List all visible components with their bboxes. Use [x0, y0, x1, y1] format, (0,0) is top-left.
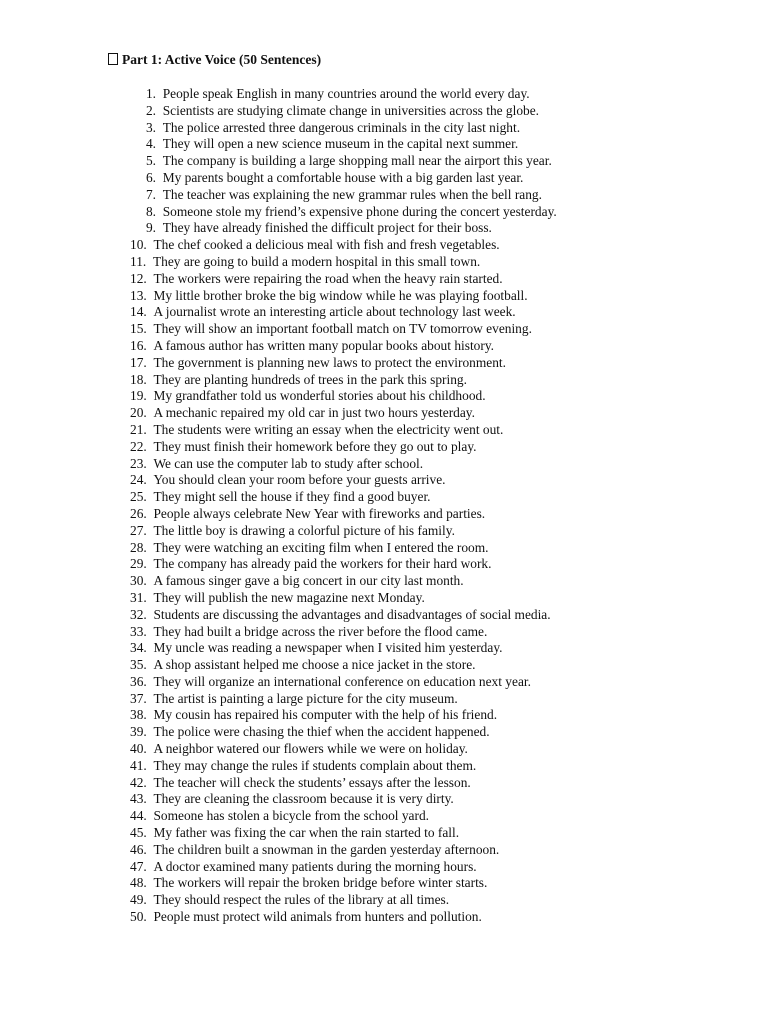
list-item-number: 24. [130, 472, 147, 488]
list-item-number: 34. [130, 640, 147, 656]
missing-glyph-box-icon [108, 53, 118, 65]
list-item-text: They have already finished the difficult project for their boss. [162, 220, 492, 236]
list-item [130, 472, 557, 489]
list-item-text: They will open a new science museum in the capital next summer. [162, 136, 519, 152]
list-item [130, 506, 557, 523]
list-item-text: A famous singer gave a big concert in our city last month. [153, 573, 464, 589]
list-item [130, 875, 557, 892]
list-item [130, 674, 557, 691]
list-item-number: 27. [130, 522, 147, 538]
list-item-text: My cousin has repaired his computer with the help of his friend. [153, 707, 498, 723]
section-heading-text: Part 1: Active Voice (50 Sentences) [122, 52, 322, 67]
list-item-number: 22. [130, 438, 147, 454]
list-item-number: 16. [130, 337, 147, 353]
list-item [130, 321, 557, 338]
list-item [130, 859, 557, 876]
list-item [130, 808, 557, 825]
list-item [130, 288, 557, 305]
list-item-text: They might sell the house if they find a good buyer. [153, 489, 431, 505]
list-item [130, 271, 557, 288]
list-item-text: Someone stole my friend’s expensive phone during the concert yesterday. [162, 203, 557, 219]
list-item-text: The government is planning new laws to protect the environment. [153, 354, 506, 370]
list-item [130, 758, 557, 775]
list-item-text: A famous author has written many popular books about history. [153, 337, 494, 353]
list-item-number: 7. [145, 186, 156, 202]
list-item-number: 9. [145, 220, 156, 236]
list-item-number: 29. [130, 556, 147, 572]
list-item-number: 20. [130, 405, 147, 421]
list-item-text: They may change the rules if students complain about them. [153, 757, 477, 773]
list-item [130, 405, 557, 422]
list-item-number: 12. [130, 270, 147, 286]
list-item-text: My grandfather told us wonderful stories about his childhood. [153, 388, 486, 404]
list-item [130, 237, 557, 254]
list-item [130, 388, 557, 405]
list-item [130, 540, 557, 557]
list-item [130, 556, 557, 573]
list-item-text: The company is building a large shopping mall near the airport this year. [162, 153, 552, 169]
list-item-text: They must finish their homework before they go out to play. [153, 438, 477, 454]
list-item-number: 35. [130, 657, 147, 673]
list-item-text: The police arrested three dangerous criminals in the city last night. [162, 119, 521, 135]
list-item [130, 775, 557, 792]
list-item-text: People always celebrate New Year with fireworks and parties. [153, 505, 486, 521]
list-item [130, 439, 557, 456]
list-item-text: They will show an important football match on TV tomorrow evening. [153, 321, 532, 337]
list-item-text: The students were writing an essay when the electricity went out. [153, 421, 504, 437]
list-item [130, 170, 557, 187]
list-item [130, 338, 557, 355]
list-item-number: 45. [130, 825, 147, 841]
list-item-text: They had built a bridge across the river before the flood came. [153, 623, 488, 639]
list-item-text: People speak English in many countries around the world every day. [162, 86, 530, 101]
list-item-text: A shop assistant helped me choose a nice jacket in the store. [153, 657, 476, 673]
list-item-number: 28. [130, 539, 147, 555]
list-item-number: 38. [130, 707, 147, 723]
list-item [130, 707, 557, 724]
list-item-text: Students are discussing the advantages and disadvantages of social media. [153, 606, 551, 622]
list-item [130, 136, 557, 153]
list-item-number: 30. [130, 573, 147, 589]
list-item-text: The teacher will check the students’ essays after the lesson. [153, 774, 471, 790]
list-item [130, 909, 557, 926]
list-item [130, 355, 557, 372]
list-item-text: Someone has stolen a bicycle from the school yard. [153, 808, 430, 824]
list-item [130, 724, 557, 741]
list-item-number: 31. [130, 589, 147, 605]
list-item-number: 26. [130, 505, 147, 521]
list-item [130, 254, 557, 271]
list-item-number: 41. [130, 757, 147, 773]
list-item-text: Scientists are studying climate change in universities across the globe. [162, 102, 540, 118]
list-item-number: 36. [130, 673, 147, 689]
list-item [130, 456, 557, 473]
list-item [130, 220, 557, 237]
list-item-text: The chef cooked a delicious meal with fish and fresh vegetables. [153, 237, 500, 253]
list-item-number: 47. [130, 858, 147, 874]
list-item [130, 120, 557, 137]
list-item [130, 791, 557, 808]
list-item-number: 1. [145, 86, 156, 101]
list-item-number: 33. [130, 623, 147, 639]
list-item-text: They are planting hundreds of trees in the park this spring. [153, 371, 467, 387]
list-item-number: 37. [130, 690, 147, 706]
list-item-text: A doctor examined many patients during the morning hours. [153, 858, 477, 874]
list-item [130, 640, 557, 657]
list-item-number: 11. [130, 253, 147, 269]
list-item [130, 573, 557, 590]
list-item [130, 624, 557, 641]
list-item [130, 489, 557, 506]
list-item [130, 657, 557, 674]
list-item-text: My parents bought a comfortable house with a big garden last year. [162, 169, 524, 185]
list-item-text: The company has already paid the workers for their hard work. [153, 556, 492, 572]
list-item [130, 590, 557, 607]
list-item [130, 607, 557, 624]
list-item-number: 48. [130, 875, 147, 891]
list-item [130, 103, 557, 120]
list-item [130, 422, 557, 439]
list-item [130, 187, 557, 204]
list-item [130, 153, 557, 170]
list-item-text: They will publish the new magazine next Monday. [153, 589, 425, 605]
list-item-number: 25. [130, 489, 147, 505]
list-item-number: 39. [130, 724, 147, 740]
sentence-list [130, 86, 557, 926]
list-item-text: People must protect wild animals from hunters and pollution. [153, 909, 482, 925]
list-item-number: 44. [130, 808, 147, 824]
list-item [130, 204, 557, 221]
list-item-number: 13. [130, 287, 147, 303]
list-item-number: 6. [145, 169, 156, 185]
list-item-number: 42. [130, 774, 147, 790]
list-item-text: A neighbor watered our flowers while we were on holiday. [153, 741, 468, 757]
list-item-text: A journalist wrote an interesting article about technology last week. [153, 304, 516, 320]
section-heading [108, 51, 321, 69]
list-item-number: 32. [130, 606, 147, 622]
list-item-text: They are going to build a modern hospital in this small town. [152, 253, 481, 269]
list-item-text: We can use the computer lab to study after school. [153, 455, 424, 471]
list-item-number: 19. [130, 388, 147, 404]
list-item-text: My uncle was reading a newspaper when I visited him yesterday. [153, 640, 503, 656]
list-item [130, 825, 557, 842]
list-item [130, 523, 557, 540]
list-item-text: They are cleaning the classroom because it is very dirty. [153, 791, 454, 807]
list-item-text: The police were chasing the thief when the accident happened. [153, 724, 490, 740]
list-item-number: 18. [130, 371, 147, 387]
list-item [130, 691, 557, 708]
list-item-text: The teacher was explaining the new grammar rules when the bell rang. [162, 186, 542, 202]
list-item-number: 43. [130, 791, 147, 807]
list-item-number: 14. [130, 304, 147, 320]
list-item-text: You should clean your room before your guests arrive. [153, 472, 446, 488]
list-item-number: 8. [145, 203, 156, 219]
list-item-text: They were watching an exciting film when I entered the room. [153, 539, 489, 555]
list-item-number: 50. [130, 909, 147, 925]
list-item-number: 40. [130, 741, 147, 757]
list-item-number: 5. [145, 153, 156, 169]
list-item-number: 15. [130, 321, 147, 337]
list-item-number: 4. [145, 136, 156, 152]
list-item [130, 372, 557, 389]
list-item-text: They will organize an international conference on education next year. [153, 673, 531, 689]
list-item-number: 10. [130, 237, 147, 253]
list-item-text: A mechanic repaired my old car in just two hours yesterday. [153, 405, 475, 421]
list-item-number: 23. [130, 455, 147, 471]
list-item-text: The little boy is drawing a colorful picture of his family. [153, 522, 455, 538]
list-item [130, 741, 557, 758]
list-item [130, 892, 557, 909]
list-item-text: The workers will repair the broken bridge before winter starts. [153, 875, 488, 891]
list-item [130, 304, 557, 321]
list-item-number: 2. [145, 102, 156, 118]
list-item-number: 17. [130, 354, 147, 370]
list-item-text: My little brother broke the big window while he was playing football. [153, 287, 528, 303]
list-item-text: They should respect the rules of the library at all times. [153, 892, 450, 908]
list-item-text: The children built a snowman in the garden yesterday afternoon. [153, 841, 500, 857]
list-item-text: The workers were repairing the road when the heavy rain started. [153, 270, 503, 286]
list-item-number: 21. [130, 421, 147, 437]
list-item-number: 3. [145, 119, 156, 135]
list-item-number: 49. [130, 892, 147, 908]
list-item [130, 86, 557, 103]
list-item-text: My father was fixing the car when the rain started to fall. [153, 825, 460, 841]
list-item-number: 46. [130, 841, 147, 857]
list-item [130, 842, 557, 859]
list-item-text: The artist is painting a large picture for the city museum. [153, 690, 458, 706]
